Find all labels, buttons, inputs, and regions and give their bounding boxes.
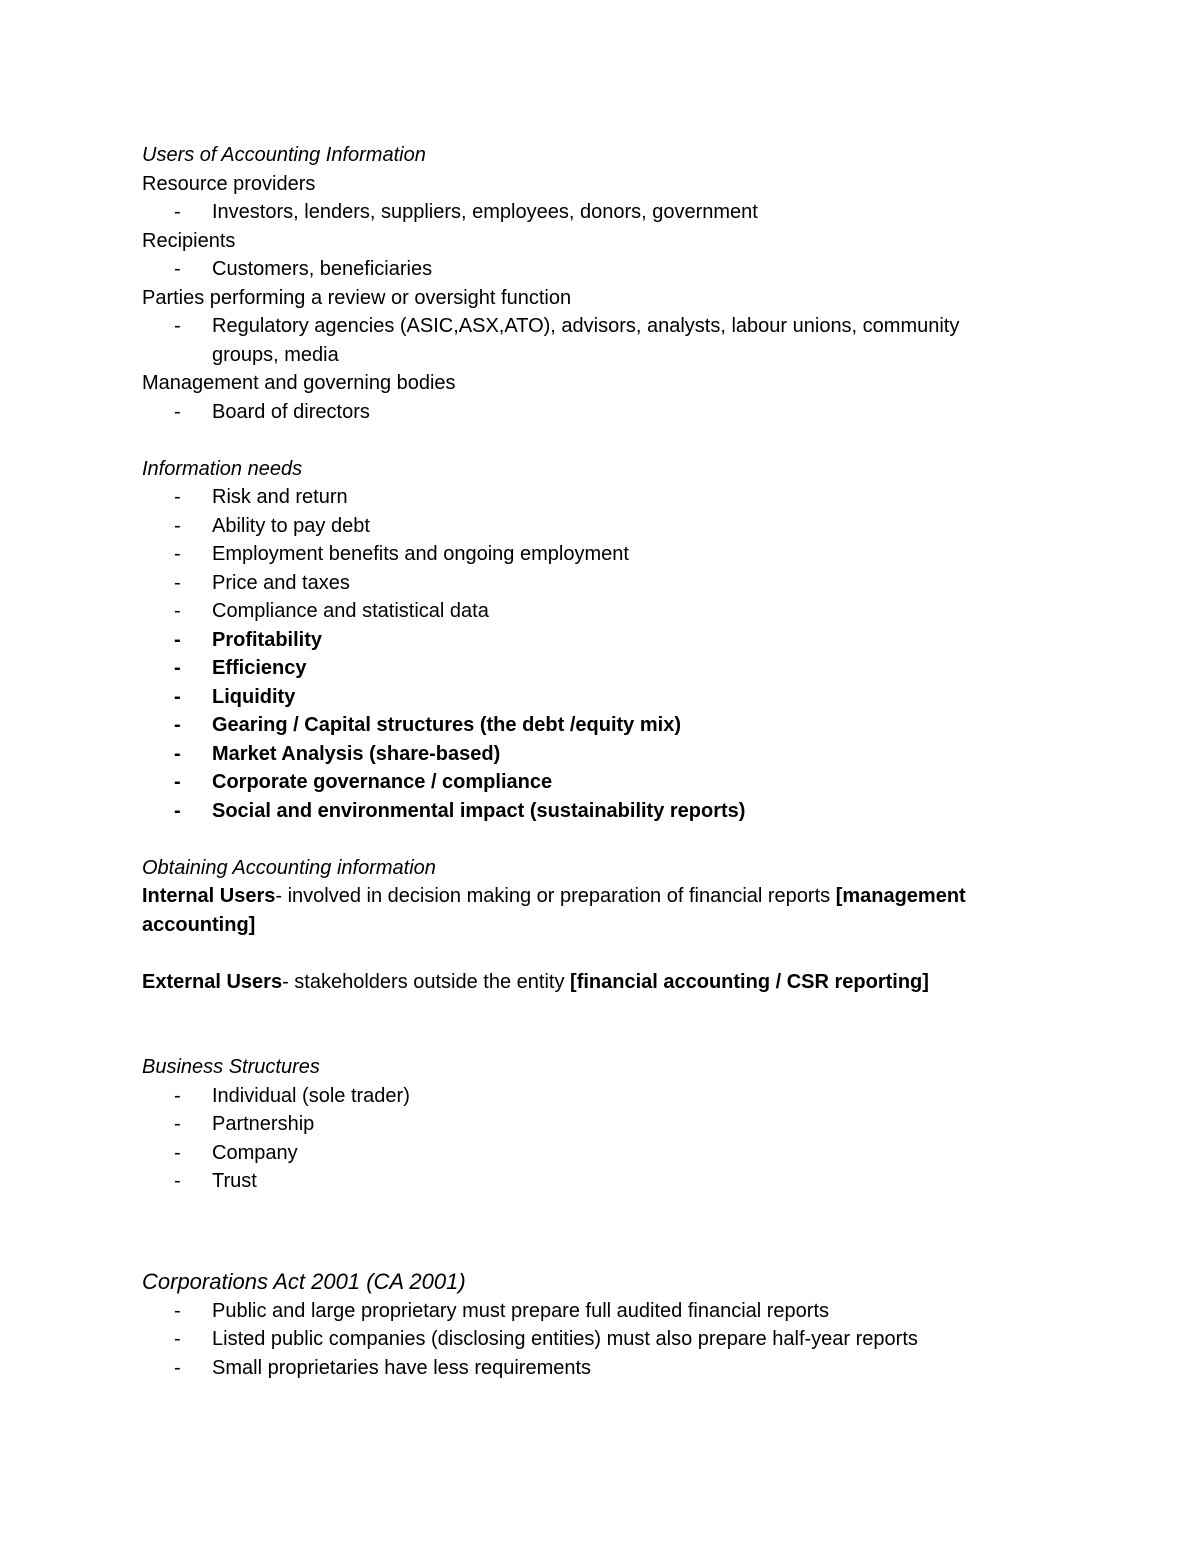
section-heading-business-structures: Business Structures [142,1056,320,1078]
group-label-recipients: Recipients [142,229,236,252]
dash-bullet: - [174,1084,181,1107]
dash-bullet: - [174,201,181,223]
dash-bullet: - [174,771,181,793]
list-item: - Company [142,1139,1062,1168]
list-item: - Board of directors [142,398,1062,427]
external-users-paragraph [142,968,1062,997]
list-item-bold: - Corporate governance / compliance [142,768,1062,797]
dash-bullet: - [174,1170,181,1192]
dash-bullet: - [174,628,181,651]
information-needs-list [142,483,1062,825]
group-label-oversight: Parties performing a review or oversight function [142,286,572,309]
dash-bullet: - [174,514,181,537]
group-label-management: Management and governing bodies [142,372,456,394]
dash-bullet: - [174,600,181,622]
list-item: - Price and taxes [142,569,1062,598]
list-item: - Partnership [142,1110,1062,1139]
internal-users-tag: [management accounting] [142,885,966,936]
business-structures-list [142,1082,1062,1196]
document-content [142,141,1062,1382]
list-item: - Customers, beneficiaries [142,255,1062,284]
dash-bullet: - [174,543,181,565]
list-item-bold: - Efficiency [142,654,1062,683]
list-item-bold: - Profitability [142,626,1062,655]
external-users-label: External Users [142,970,283,993]
dash-bullet: - [174,258,181,280]
section-heading-obtaining: Obtaining Accounting information [142,856,436,879]
dash-bullet: - [174,1356,181,1379]
list-item: - Public and large proprietary must prepare full audited financial reports [142,1297,1062,1326]
internal-users-paragraph [142,882,1062,939]
oversight-list [142,312,1062,369]
list-item: - Regulatory agencies (ASIC,ASX,ATO), advisors, analysts, labour unions, community groups, media [142,312,1062,369]
group-label-resource-providers: Resource providers [142,172,316,195]
section-heading-corporations-act: Corporations Act 2001 (CA 2001) [142,1268,466,1294]
dash-bullet: - [174,1141,181,1164]
dash-bullet: - [174,657,181,679]
dash-bullet: - [174,799,181,822]
recipients-list [142,255,1062,284]
list-item: - Small proprietaries have less requirements [142,1354,1062,1383]
dash-bullet: - [174,486,181,508]
list-item-bold: - Market Analysis (share-based) [142,740,1062,769]
management-list [142,398,1062,427]
list-item: - Ability to pay debt [142,512,1062,541]
list-item-bold: - Gearing / Capital structures (the debt /equity mix) [142,711,1062,740]
list-item-bold: - Liquidity [142,683,1062,712]
list-item: - Investors, lenders, suppliers, employees, donors, government [142,198,1062,227]
internal-users-label: Internal Users [142,885,276,907]
list-item: - Listed public companies (disclosing entities) must also prepare half-year reports [142,1325,1062,1354]
list-item: - Compliance and statistical data [142,597,1062,626]
section-heading-users: Users of Accounting Information [142,144,426,166]
dash-bullet: - [174,1299,181,1322]
dash-bullet: - [174,742,181,765]
internal-users-text: - involved in decision making or preparation of financial reports [275,885,836,907]
list-item: - Risk and return [142,483,1062,512]
dash-bullet: - [174,1328,181,1350]
dash-bullet: - [174,1113,181,1135]
list-item: - Employment benefits and ongoing employment [142,540,1062,569]
list-item: - Trust [142,1167,1062,1196]
corporations-act-list [142,1297,1062,1383]
list-item-bold: - Social and environmental impact (sustainability reports) [142,797,1062,826]
dash-bullet: - [174,571,181,594]
dash-bullet: - [174,315,181,337]
external-users-text: - stakeholders outside the entity [282,970,571,993]
dash-bullet: - [174,400,181,423]
section-heading-information-needs: Information needs [142,457,303,480]
external-users-tag: [financial accounting / CSR reporting] [570,970,929,993]
dash-bullet: - [174,685,181,708]
resource-providers-list [142,198,1062,227]
dash-bullet: - [174,714,181,736]
list-item: - Individual (sole trader) [142,1082,1062,1111]
